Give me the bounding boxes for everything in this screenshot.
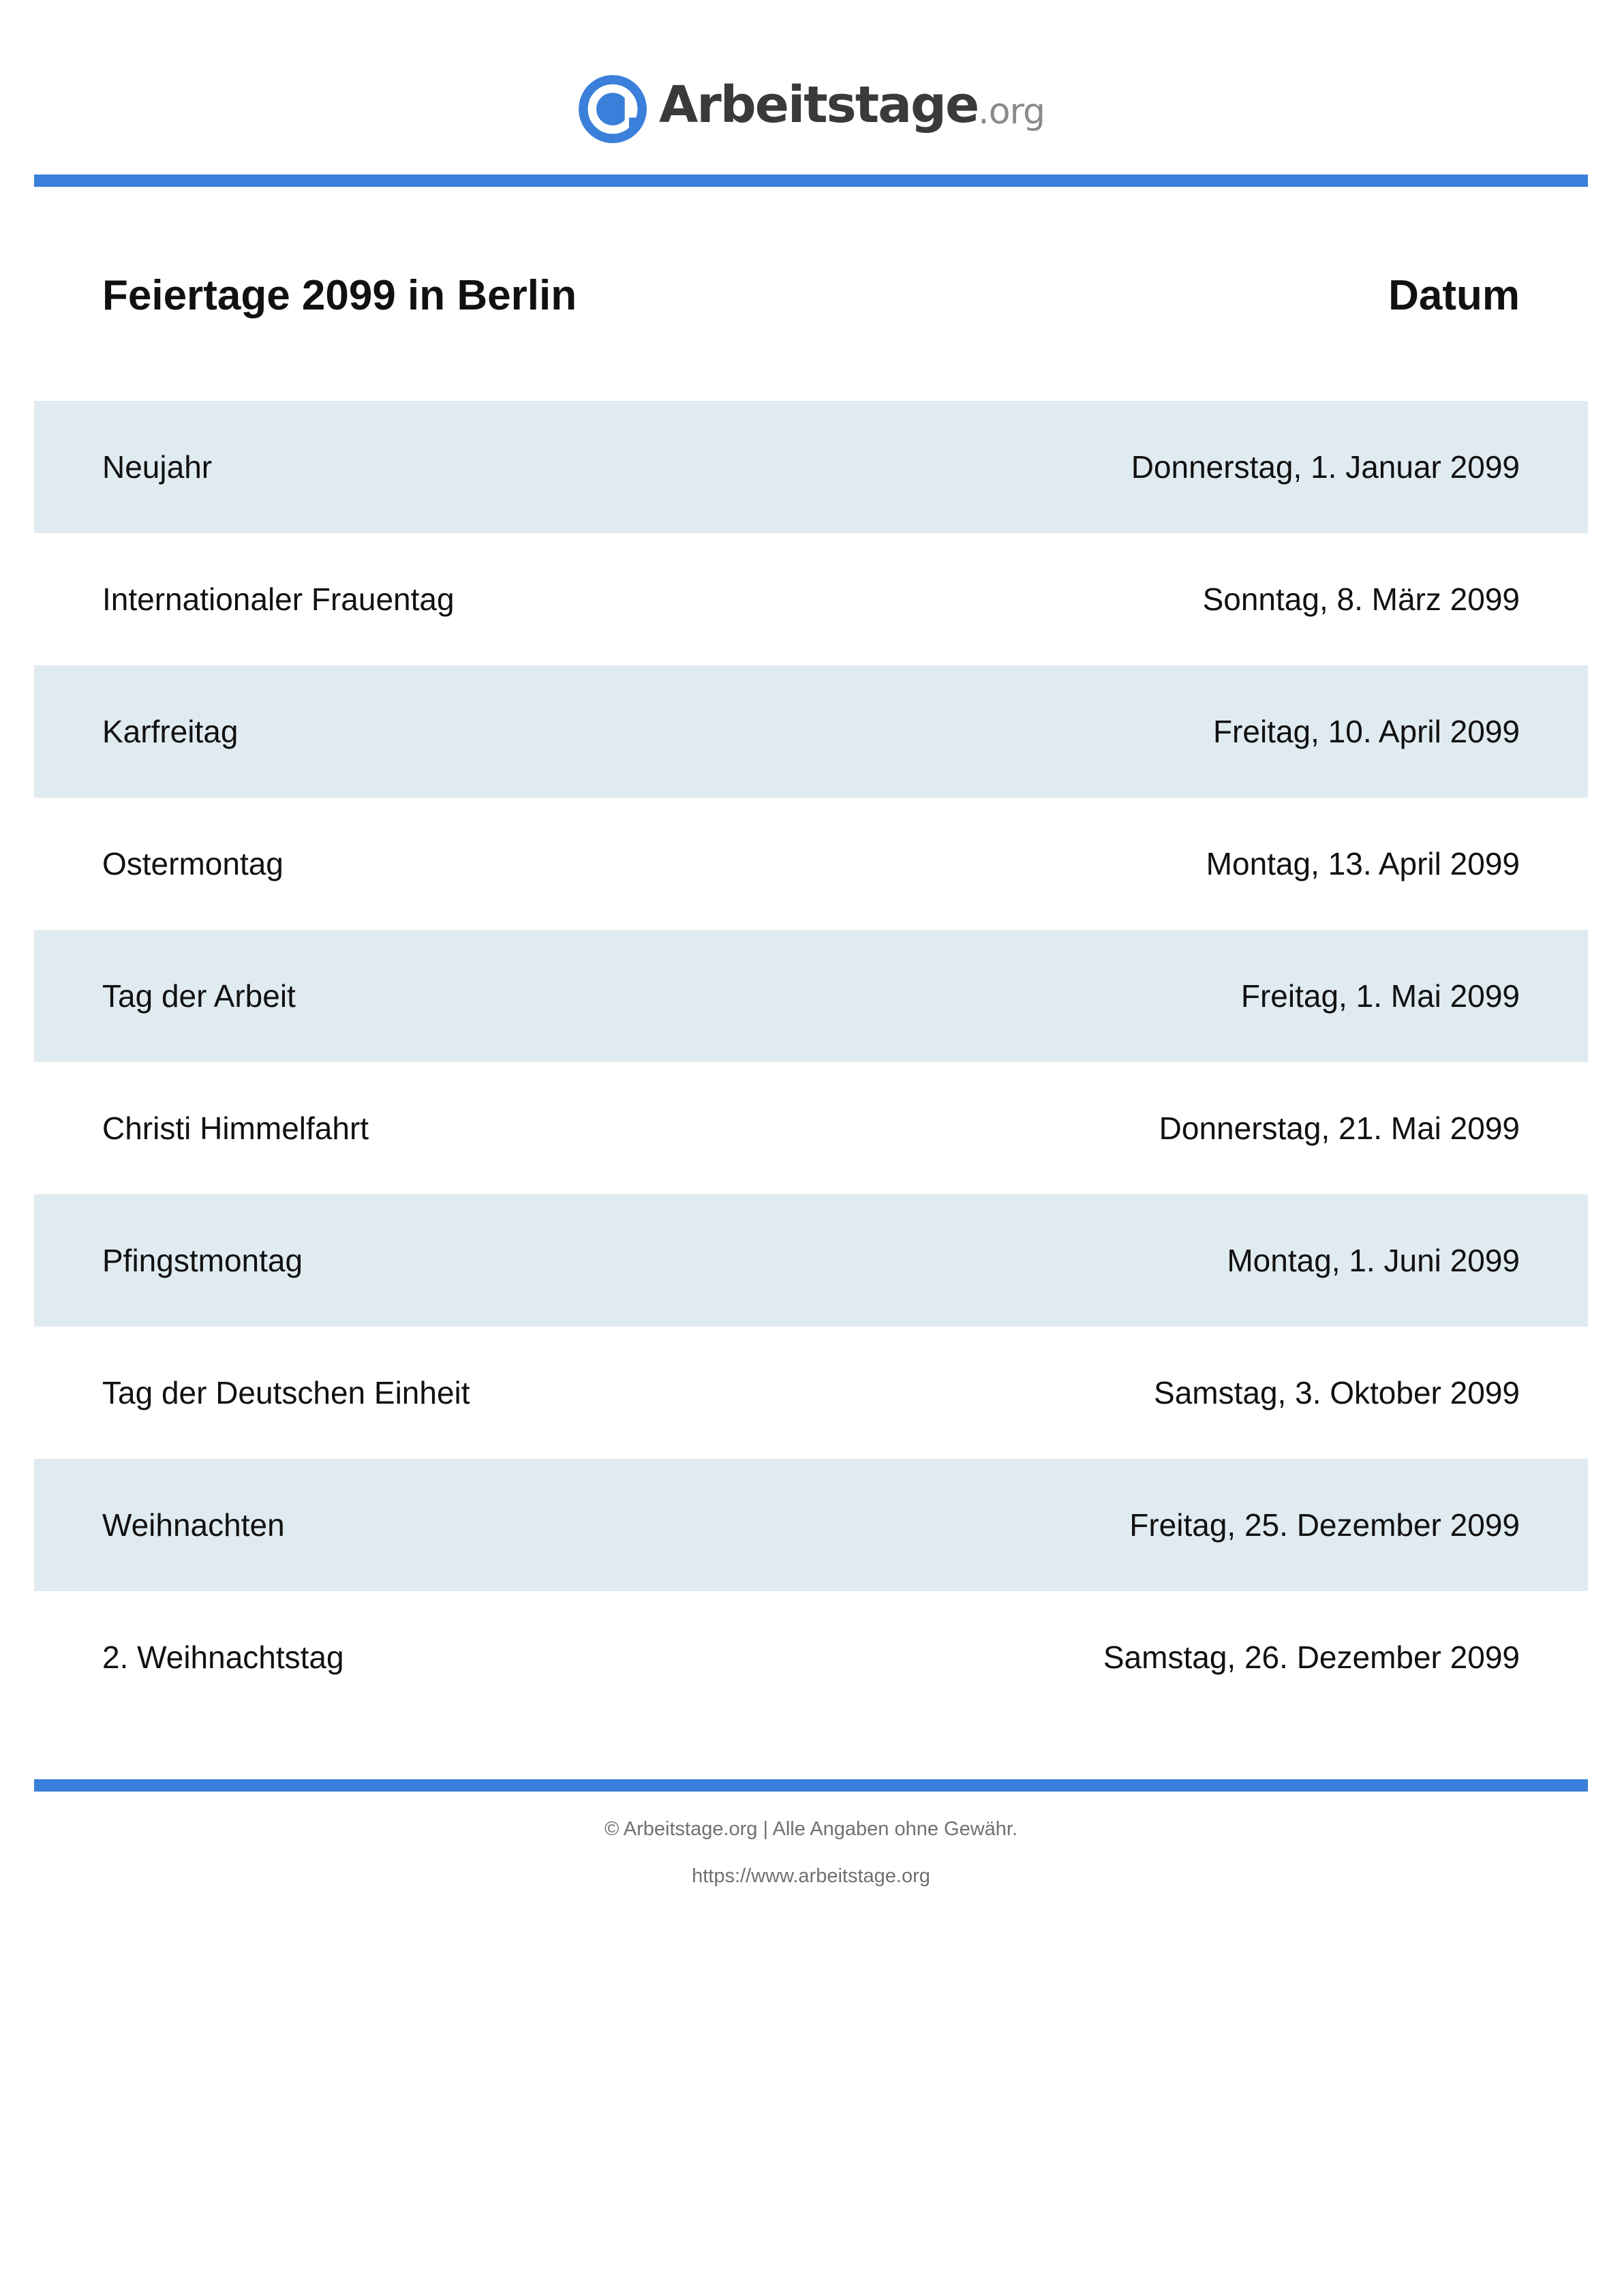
table-row xyxy=(34,665,1588,798)
holiday-name: Weihnachten xyxy=(102,1507,285,1543)
holiday-name: Ostermontag xyxy=(102,846,284,881)
holiday-name: Christi Himmelfahrt xyxy=(102,1111,369,1146)
holiday-date: Donnerstag, 1. Januar 2099 xyxy=(1131,449,1520,485)
holiday-name: Tag der Arbeit xyxy=(102,978,296,1014)
table-row xyxy=(34,1327,1588,1459)
date-column-header: Datum xyxy=(1388,272,1520,319)
page-title: Feiertage 2099 in Berlin xyxy=(102,272,577,319)
at-sign-icon xyxy=(577,74,648,145)
holiday-date: Freitag, 1. Mai 2099 xyxy=(1240,978,1520,1014)
table-header xyxy=(34,259,1588,334)
table-row xyxy=(34,1459,1588,1591)
footer-url-link[interactable]: https://www.arbeitstage.org xyxy=(692,1865,930,1887)
table-row xyxy=(34,1591,1588,1723)
table-row xyxy=(34,798,1588,930)
holiday-name: Neujahr xyxy=(102,449,213,485)
holiday-name: Pfingstmontag xyxy=(102,1243,303,1278)
bottom-divider xyxy=(34,1779,1588,1792)
holiday-date: Sonntag, 8. März 2099 xyxy=(1202,581,1520,617)
top-divider xyxy=(34,175,1588,187)
logo-tld-text: .org xyxy=(978,91,1045,132)
table-row xyxy=(34,930,1588,1062)
holiday-date: Samstag, 3. Oktober 2099 xyxy=(1154,1375,1520,1410)
site-logo[interactable] xyxy=(0,72,1622,147)
holiday-date: Freitag, 10. April 2099 xyxy=(1212,714,1520,749)
holiday-name: Karfreitag xyxy=(102,714,239,749)
table-row xyxy=(34,401,1588,533)
table-row xyxy=(34,1062,1588,1194)
holiday-name: Internationaler Frauentag xyxy=(102,581,455,617)
holiday-date: Freitag, 25. Dezember 2099 xyxy=(1129,1507,1520,1543)
holiday-name: Tag der Deutschen Einheit xyxy=(102,1375,470,1410)
holiday-name: 2. Weihnachtstag xyxy=(102,1640,344,1675)
footer-copyright: © Arbeitstage.org | Alle Angaben ohne Gewähr. xyxy=(604,1818,1018,1840)
table-row xyxy=(34,533,1588,665)
holiday-table xyxy=(34,401,1588,1723)
holiday-date: Samstag, 26. Dezember 2099 xyxy=(1103,1640,1520,1675)
holiday-date: Montag, 1. Juni 2099 xyxy=(1227,1243,1520,1278)
table-row xyxy=(34,1194,1588,1327)
holiday-date: Donnerstag, 21. Mai 2099 xyxy=(1159,1111,1520,1146)
logo-brand-text: Arbeitstage xyxy=(658,76,979,134)
holiday-date: Montag, 13. April 2099 xyxy=(1206,846,1520,881)
